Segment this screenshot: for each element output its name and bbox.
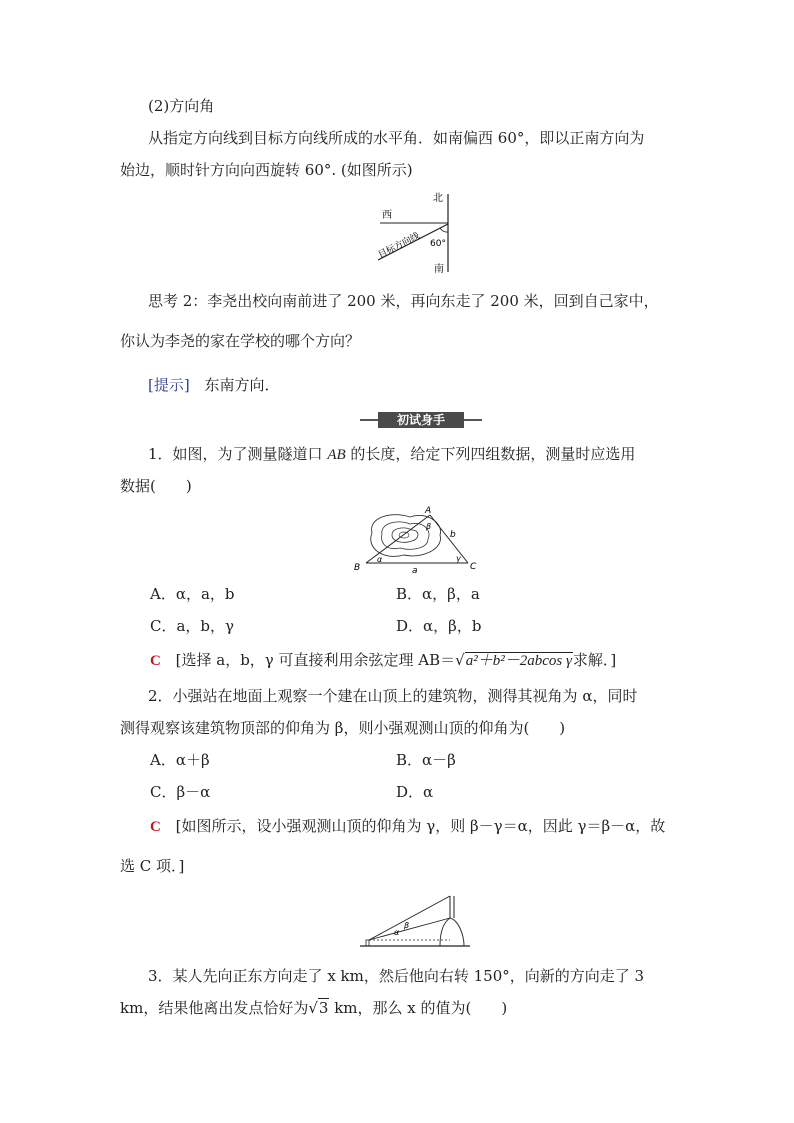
q1-stem-line1 bbox=[148, 444, 635, 465]
sqrt-icon: √ bbox=[455, 651, 465, 669]
angle-label: 60° bbox=[430, 239, 446, 249]
q1-explain-sqrt: a²＋b²－2abcos γ bbox=[465, 653, 572, 669]
hint-label: [提示] bbox=[148, 376, 190, 394]
alpha-label: α bbox=[394, 928, 400, 937]
think2-line2: 你认为李尧的家在学校的哪个方向？ bbox=[120, 332, 361, 350]
elevation-figure bbox=[356, 888, 476, 950]
q2-option-c: C．β－α bbox=[150, 783, 211, 801]
q1-explain-b: 求解．] bbox=[572, 651, 617, 669]
tunnel-figure bbox=[352, 503, 482, 575]
think2-line1: 思考 2：李尧出校向南前进了 200 米，再向东走了 200 米，回到自己家中， bbox=[148, 292, 659, 310]
q1-stem-ab: AB bbox=[327, 447, 346, 463]
q1-option-b: B．α，β，a bbox=[396, 585, 480, 603]
alpha-label: α bbox=[377, 555, 383, 564]
section-heading: (2)方向角 bbox=[148, 97, 215, 115]
q1-stem-b: 的长度，给定下列四组数据，测量时应选用 bbox=[345, 445, 636, 463]
q1-stem-a: 1．如图，为了测量隧道口 bbox=[148, 445, 328, 463]
observer bbox=[366, 940, 369, 946]
q1-explanation bbox=[150, 650, 616, 671]
segment-b bbox=[430, 515, 468, 563]
direction-angle-desc-line2: 始边，顺时针方向向西旋转 60°. (如图所示) bbox=[120, 161, 413, 179]
q1-stem-line2: 数据( ) bbox=[120, 477, 192, 495]
direction-angle-desc-line1: 从指定方向线到目标方向线所成的水平角．如南偏西 60°，即以正南方向为 bbox=[148, 129, 645, 147]
q3-stem-a: km，结果他离出发点恰好为 bbox=[120, 999, 309, 1017]
point-a-label: A bbox=[425, 506, 432, 516]
beta-label: β bbox=[426, 522, 432, 531]
q3-stem-b: km，那么 x 的值为( ) bbox=[329, 999, 508, 1017]
hill bbox=[440, 918, 464, 946]
q2-explanation-line2: 选 C 项．] bbox=[120, 857, 185, 875]
section-banner: 初试身手 bbox=[378, 412, 464, 428]
west-label: 西 bbox=[382, 210, 392, 221]
hint-text: 东南方向． bbox=[204, 376, 280, 394]
q1-option-a: A．α，a，b bbox=[150, 585, 235, 603]
hint-row bbox=[148, 375, 280, 395]
q2-option-d: D．α bbox=[396, 783, 434, 801]
q2-stem-line2: 测得观察该建筑物顶部的仰角为 β，则小强观测山顶的仰角为( ) bbox=[120, 719, 566, 737]
q2-explain-text: [如图所示，设小强观测山顶的仰角为 γ，则 β－γ＝α，因此 γ＝β－α，故 bbox=[175, 817, 666, 835]
angle-arc bbox=[440, 228, 448, 232]
point-c-label: C bbox=[470, 562, 477, 572]
q2-stem-line1: 2．小强站在地面上观察一个建在山顶上的建筑物，测得其视角为 α，同时 bbox=[148, 687, 638, 705]
mountain-outer bbox=[371, 515, 441, 557]
side-a-label: a bbox=[412, 566, 418, 575]
q1-option-d: D．α，β，b bbox=[396, 617, 482, 635]
south-label: 南 bbox=[434, 264, 444, 275]
target-line-label: 目标方向线 bbox=[376, 231, 422, 261]
north-label: 北 bbox=[433, 193, 443, 204]
sight-line-hilltop bbox=[369, 918, 450, 940]
q1-explain-a: [选择 a，b，γ 可直接利用余弦定理 AB＝ bbox=[175, 651, 456, 669]
q2-explanation-line1 bbox=[150, 816, 665, 837]
q1-option-c: C．a，b，γ bbox=[150, 617, 234, 635]
q3-stem-line2 bbox=[120, 998, 507, 1018]
sqrt-icon: √ bbox=[308, 999, 318, 1017]
banner-rule-right bbox=[464, 419, 482, 421]
sight-line-top bbox=[369, 896, 450, 940]
q2-answer: C bbox=[150, 819, 161, 835]
q2-option-a: A．α＋β bbox=[150, 751, 210, 769]
side-b-label: b bbox=[450, 530, 456, 540]
banner-rule-left bbox=[360, 419, 378, 421]
point-b-label: B bbox=[354, 563, 361, 573]
beta-label: β bbox=[404, 921, 410, 930]
q3-sqrt-value: 3 bbox=[318, 999, 329, 1017]
direction-angle-figure bbox=[370, 188, 460, 276]
gamma-label: γ bbox=[456, 554, 461, 563]
q1-answer: C bbox=[150, 653, 161, 669]
mountain-middle bbox=[382, 522, 432, 549]
q2-option-b: B．α－β bbox=[396, 751, 456, 769]
q3-stem-line1: 3．某人先向正东方向走了 x km，然后他向右转 150°，向新的方向走了 3 bbox=[148, 967, 645, 985]
